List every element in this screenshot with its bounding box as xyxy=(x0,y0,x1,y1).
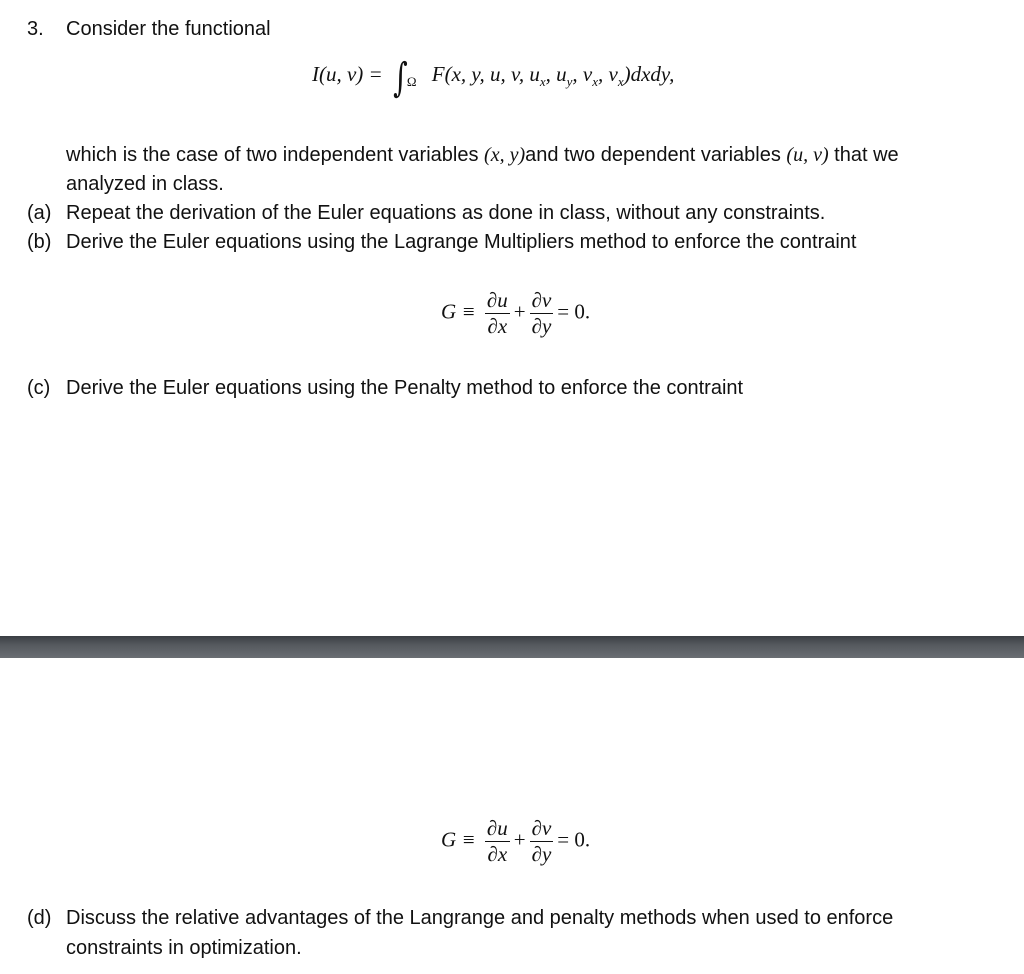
functional-lhs: I(u, v) = xyxy=(312,62,383,86)
integrand-sub-1: x xyxy=(539,74,546,89)
part-b-label: (b) xyxy=(27,231,52,253)
integrand-tail: )dxdy, xyxy=(623,62,675,86)
constraint-lhs: G ≡ xyxy=(441,827,476,852)
part-d-text-line-1: Discuss the relative advantages of the Langrange and penalty methods when used to enforce xyxy=(66,907,894,929)
part-a-text: Repeat the derivation of the Euler equations as done in class, without any constraints. xyxy=(66,202,826,224)
description-line-2: analyzed in class. xyxy=(66,173,224,195)
integral-sign: ∫ xyxy=(393,55,408,101)
constraint-equation-1 xyxy=(441,288,590,339)
problem-description xyxy=(66,141,899,169)
integrand-sub-3: x xyxy=(592,74,598,89)
fraction-du-dx xyxy=(485,816,510,867)
constraint-equation-2 xyxy=(441,816,590,867)
independent-vars: (x, y) xyxy=(484,144,526,166)
integrand-sub-4: x xyxy=(617,74,624,89)
part-c-text: Derive the Euler equations using the Penalty method to enforce the contraint xyxy=(66,377,744,399)
fraction-dv-dy xyxy=(530,288,554,339)
fraction-denominator: ∂x xyxy=(487,842,508,866)
integrand-sep-2: , v xyxy=(572,62,593,86)
plus-sign: + xyxy=(513,299,526,324)
fraction-denominator: ∂y xyxy=(531,842,552,866)
fraction-numerator: ∂u xyxy=(486,816,508,840)
integrand-sep-1: , u xyxy=(545,62,567,86)
fraction-numerator: ∂v xyxy=(531,816,552,840)
fraction-dv-dy xyxy=(530,816,554,867)
fraction-du-dx xyxy=(485,288,510,339)
functional-integrand: F(x, y, u, v, u xyxy=(431,62,540,86)
plus-sign: + xyxy=(513,827,526,852)
dependent-vars: (u, v) xyxy=(786,144,829,166)
constraint-lhs: G ≡ xyxy=(441,299,476,324)
integral-domain: Ω xyxy=(406,74,417,89)
constraint-rhs: = 0. xyxy=(557,827,591,852)
integrand-sep-3: , v xyxy=(598,62,618,86)
part-d-label: (d) xyxy=(27,907,52,929)
fraction-numerator: ∂u xyxy=(486,288,508,312)
fraction-denominator: ∂x xyxy=(487,314,508,338)
part-d-text-line-2: constraints in optimization. xyxy=(66,937,302,959)
description-text-2: and two dependent variables xyxy=(525,144,787,166)
integrand-sub-2: y xyxy=(566,74,573,89)
problem-intro: Consider the functional xyxy=(66,18,271,40)
part-c-label: (c) xyxy=(27,377,51,399)
fraction-denominator: ∂y xyxy=(531,314,552,338)
functional-equation xyxy=(312,55,675,101)
constraint-rhs: = 0. xyxy=(557,299,591,324)
part-a-label: (a) xyxy=(27,202,52,224)
page-divider-bar xyxy=(0,636,1024,658)
fraction-numerator: ∂v xyxy=(531,288,552,312)
problem-number: 3. xyxy=(27,18,44,40)
part-b-text: Derive the Euler equations using the Lagrange Multipliers method to enforce the contraint xyxy=(66,231,857,253)
description-text-1: which is the case of two independent variables xyxy=(66,144,485,166)
description-text-3: that we xyxy=(828,144,899,166)
